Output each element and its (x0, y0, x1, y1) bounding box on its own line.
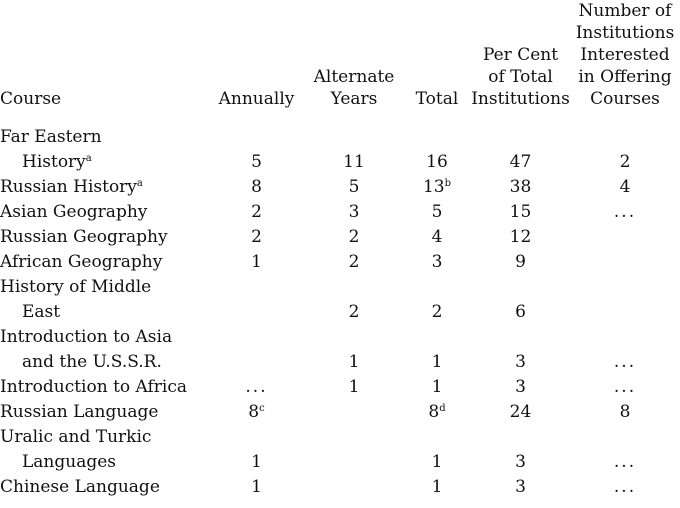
cell-total (403, 375, 471, 400)
cell-percent (471, 475, 570, 500)
cell-value: ... (613, 452, 637, 472)
cell-value: 3 (515, 452, 526, 472)
cell-course (0, 400, 208, 425)
cell-value: 11 (343, 152, 365, 172)
cell-total (403, 200, 471, 225)
cell-course (0, 225, 208, 250)
cell-value: 24 (509, 402, 532, 422)
cell-interested (570, 375, 680, 400)
cell-value: 1 (348, 352, 360, 372)
cell-interested (570, 325, 680, 375)
cell-value: 3 (348, 202, 360, 222)
cell-value: ... (613, 377, 637, 397)
header-line: Total (415, 89, 459, 109)
header-line: Institutions (471, 89, 570, 109)
cell-total (403, 275, 471, 325)
header-annually (208, 0, 305, 125)
cell-interested (570, 425, 680, 475)
cell-alternate-years (305, 275, 403, 325)
cell-interested (570, 200, 680, 225)
cell-interested (570, 250, 680, 275)
cell-annually (208, 125, 305, 175)
cell-value: 5 (251, 152, 262, 172)
cell-alternate-years (305, 375, 403, 400)
header-row (0, 0, 680, 125)
cell-total (403, 400, 471, 425)
course-line: Far Eastern (0, 127, 102, 147)
cell-value: 8 (428, 402, 440, 422)
table-row (0, 375, 680, 400)
cell-annually (208, 250, 305, 275)
cell-value: 3 (515, 477, 526, 497)
footnote-marker: c (259, 403, 265, 414)
table-row (0, 475, 680, 500)
cell-percent (471, 225, 570, 250)
cell-value: 1 (431, 452, 443, 472)
table-row (0, 200, 680, 225)
cell-course (0, 175, 208, 200)
cell-percent (471, 375, 570, 400)
table-row (0, 325, 680, 375)
table-row (0, 250, 680, 275)
cell-value: 5 (348, 177, 360, 197)
cell-course (0, 475, 208, 500)
cell-value: 2 (619, 152, 631, 172)
cell-interested (570, 175, 680, 200)
cell-annually (208, 200, 305, 225)
cell-value: 8 (251, 177, 262, 197)
cell-alternate-years (305, 225, 403, 250)
cell-alternate-years (305, 200, 403, 225)
header-line: Per Cent (482, 45, 559, 65)
cell-value: 1 (251, 477, 262, 497)
cell-value: 47 (509, 152, 532, 172)
cell-annually (208, 375, 305, 400)
cell-annually (208, 275, 305, 325)
table-body (0, 125, 680, 500)
cell-course (0, 250, 208, 275)
cell-total (403, 325, 471, 375)
cell-alternate-years (305, 125, 403, 175)
course-line: Asian Geography (0, 202, 148, 222)
cell-value: ... (613, 477, 637, 497)
header-line: in Offering (578, 67, 672, 87)
cell-value: 16 (426, 152, 448, 172)
header-percent-of-institutions (471, 0, 570, 125)
cell-alternate-years (305, 175, 403, 200)
table-row (0, 125, 680, 175)
course-line: Languages (22, 452, 117, 472)
course-line: History of Middle (0, 277, 152, 297)
cell-value: ... (613, 202, 637, 222)
course-line: Chinese Language (0, 477, 160, 497)
cell-value: 2 (431, 302, 443, 322)
cell-value: 1 (251, 252, 262, 272)
cell-value: 3 (431, 252, 443, 272)
cell-percent (471, 250, 570, 275)
cell-value: 3 (515, 377, 526, 397)
cell-interested (570, 475, 680, 500)
cell-total (403, 125, 471, 175)
cell-annually (208, 475, 305, 500)
footnote-marker: a (85, 153, 92, 164)
cell-total (403, 175, 471, 200)
cell-value: ... (245, 377, 268, 397)
cell-interested (570, 225, 680, 250)
course-line: History$^a$ (22, 152, 92, 172)
header-course (0, 0, 208, 125)
cell-course (0, 425, 208, 475)
header-line: Institutions (575, 23, 675, 43)
cell-value: 6 (515, 302, 526, 322)
header-alternate-years (305, 0, 403, 125)
cell-total (403, 225, 471, 250)
header-institutions-interested (570, 0, 680, 125)
footnote-marker: a (136, 178, 143, 189)
cell-annually (208, 175, 305, 200)
cell-interested (570, 400, 680, 425)
cell-total (403, 425, 471, 475)
cell-annually (208, 425, 305, 475)
header-line: Courses (590, 89, 660, 109)
cell-value: 8 (248, 402, 260, 422)
cell-value: 1 (348, 377, 360, 397)
header-line: Years (330, 89, 378, 109)
cell-percent (471, 325, 570, 375)
cell-course (0, 375, 208, 400)
cell-value: 2 (348, 252, 360, 272)
cell-course (0, 275, 208, 325)
cell-value: 12 (509, 227, 532, 247)
cell-course (0, 200, 208, 225)
cell-interested (570, 125, 680, 175)
table-row (0, 225, 680, 250)
course-line: Russian Geography (0, 227, 168, 247)
header-line: Annually (218, 89, 295, 109)
cell-course (0, 125, 208, 175)
cell-value: ... (613, 352, 637, 372)
course-line: East (22, 302, 61, 322)
cell-value: 38 (509, 177, 532, 197)
cell-value: 1 (431, 352, 443, 372)
footnote-marker: b (444, 178, 452, 189)
cell-alternate-years (305, 250, 403, 275)
cell-annually (208, 325, 305, 375)
cell-value: 1 (431, 377, 443, 397)
cell-value: 2 (348, 302, 360, 322)
cell-percent (471, 125, 570, 175)
cell-value: 2 (348, 227, 360, 247)
cell-value: 13 (422, 177, 445, 197)
footnote-marker: d (439, 403, 446, 414)
cell-interested (570, 275, 680, 325)
cell-value: 2 (251, 202, 262, 222)
course-line: Introduction to Africa (0, 377, 188, 397)
cell-value: 5 (431, 202, 443, 222)
cell-percent (471, 400, 570, 425)
cell-value: 15 (509, 202, 532, 222)
table-row (0, 175, 680, 200)
course-line: and the U.S.S.R. (22, 352, 162, 372)
cell-alternate-years (305, 400, 403, 425)
cell-annually (208, 225, 305, 250)
cell-value: 1 (431, 477, 443, 497)
cell-percent (471, 175, 570, 200)
course-line: Uralic and Turkic (0, 427, 152, 447)
cell-alternate-years (305, 425, 403, 475)
cell-alternate-years (305, 325, 403, 375)
cell-value: 8 (619, 402, 631, 422)
header-line: Alternate (313, 67, 395, 87)
header-line: of Total (488, 67, 553, 87)
table-row (0, 400, 680, 425)
course-line: Russian History$^a$ (0, 177, 143, 197)
header-line: Course (0, 89, 62, 109)
cell-percent (471, 425, 570, 475)
cell-value: 4 (431, 227, 443, 247)
course-line: Introduction to Asia (0, 327, 173, 347)
cell-total (403, 475, 471, 500)
cell-value: 1 (251, 452, 262, 472)
cell-value: 4 (619, 177, 631, 197)
cell-value: 9 (515, 252, 526, 272)
cell-percent (471, 275, 570, 325)
table-row (0, 425, 680, 475)
cell-course (0, 325, 208, 375)
header-line: Interested (580, 45, 670, 65)
cell-value: 2 (251, 227, 262, 247)
header-line: Number of (578, 1, 672, 21)
cell-value: 3 (515, 352, 526, 372)
cell-percent (471, 200, 570, 225)
table-row (0, 275, 680, 325)
cell-alternate-years (305, 475, 403, 500)
cell-annually (208, 400, 305, 425)
course-line: Russian Language (0, 402, 159, 422)
cell-total (403, 250, 471, 275)
header-total (403, 0, 471, 125)
course-line: African Geography (0, 252, 163, 272)
